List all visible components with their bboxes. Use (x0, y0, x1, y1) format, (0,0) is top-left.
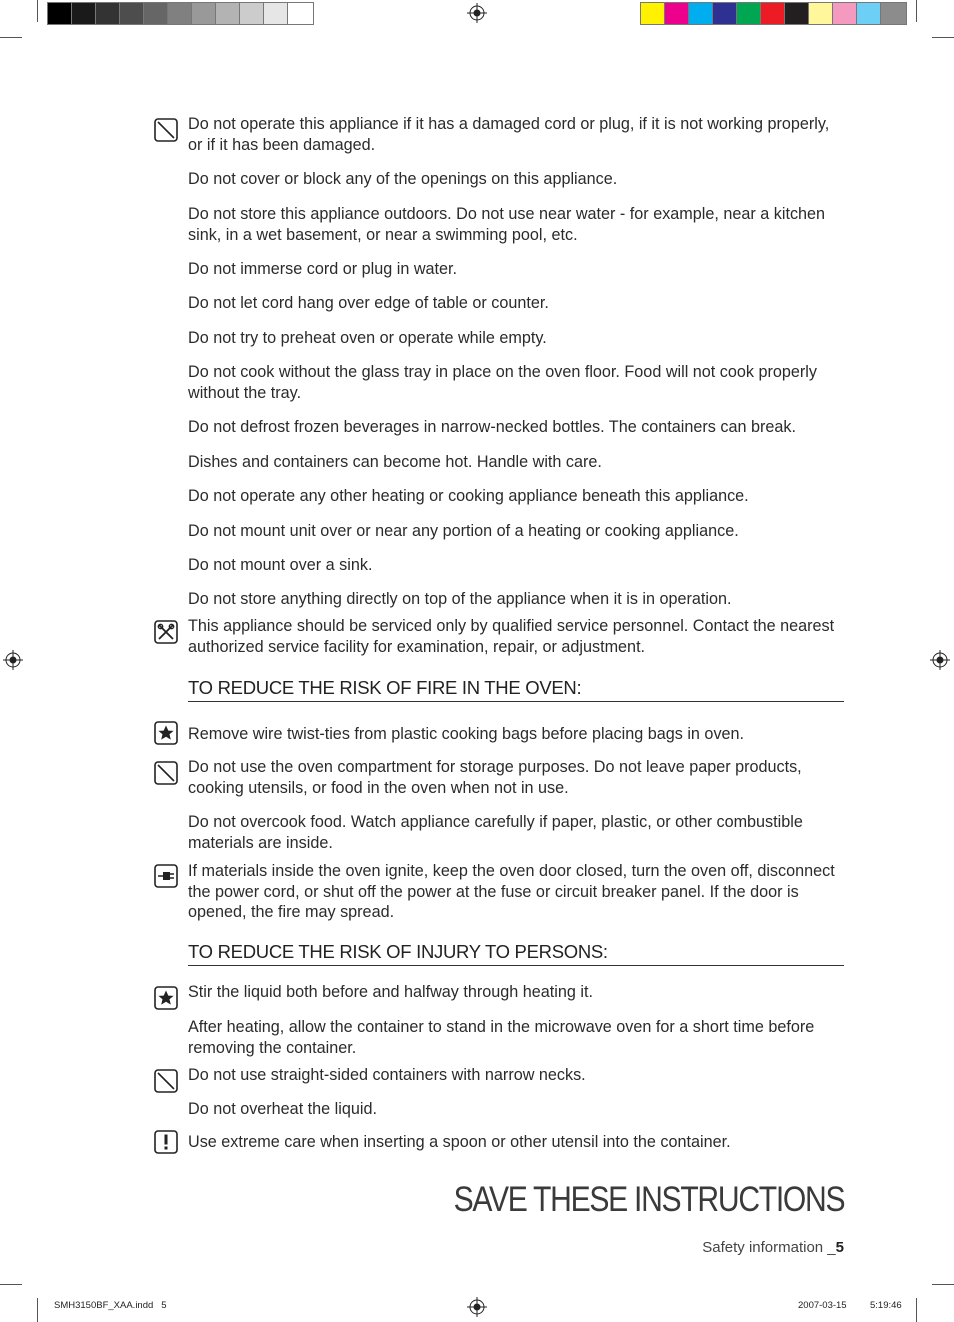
safety-item: Remove wire twist-ties from plastic cooking bags before placing bags in oven. (188, 725, 745, 743)
safety-item: Do not overcook food. Watch appliance carefully if paper, plastic, or other combustible materials are inside. (188, 813, 803, 852)
crop-mark (0, 37, 22, 38)
safety-item: After heating, allow the container to stand in the microwave oven for a short time before removing the container. (188, 1018, 815, 1057)
save-instructions-title: SAVE THESE INSTRUCTIONS (453, 1180, 844, 1219)
safety-item: Do not store this appliance outdoors. Do not use near water - for example, near a kitchen sink, in a wet basement, or near a swimming pool, etc. (188, 205, 826, 244)
prohibited-icon (154, 761, 178, 785)
safety-item: Do not store anything directly on top of the appliance when it is in operation. (188, 590, 732, 608)
color-swatch (689, 3, 713, 24)
crop-mark (932, 1284, 954, 1285)
safety-item: Do not immerse cord or plug in water. (188, 260, 458, 278)
safety-item: Do not use the oven compartment for storage purposes. Do not leave paper products, cooking utensils, or food in the oven when not in use. (188, 758, 802, 797)
safety-item: Stir the liquid both before and halfway through heating it. (188, 983, 593, 1001)
safety-item: Dishes and containers can become hot. Handle with care. (188, 453, 602, 471)
color-swatch (857, 3, 881, 24)
prohibited-icon (154, 1069, 178, 1093)
crop-mark (37, 1298, 38, 1322)
crop-mark (916, 1298, 917, 1322)
prohibited-icon (154, 118, 178, 142)
gray-swatch (72, 3, 96, 24)
footer-section-label: Safety information _ (702, 1239, 836, 1256)
slug-time: 5:19:46 (870, 1300, 902, 1311)
color-swatch (641, 3, 665, 24)
color-swatch (881, 3, 906, 24)
crop-mark (37, 0, 38, 22)
registration-mark-icon (467, 3, 487, 23)
safety-item: If materials inside the oven ignite, keep the oven door closed, turn the oven off, disconnect the power cord, or shut off the power at the fuse or circuit breaker panel. If the door is opened, the fire may spread. (188, 862, 835, 921)
color-swatch (737, 3, 761, 24)
unplug-icon (154, 864, 178, 888)
slug-filename: SMH3150BF_XAA.indd 5 (54, 1300, 167, 1311)
safety-item: Do not operate this appliance if it has a damaged cord or plug, if it is not working properly, or if it has been damaged. (188, 115, 830, 154)
gray-swatch (264, 3, 288, 24)
safety-item: Do not overheat the liquid. (188, 1100, 377, 1118)
color-swatch (761, 3, 785, 24)
safety-item: Do not operate any other heating or cooking appliance beneath this appliance. (188, 487, 749, 505)
safety-item: Use extreme care when inserting a spoon or other utensil into the container. (188, 1133, 731, 1151)
crop-mark (932, 37, 954, 38)
do-not-disassemble-icon (154, 620, 178, 644)
crop-mark (916, 0, 917, 22)
safety-item: Do not mount over a sink. (188, 556, 373, 574)
safety-item: Do not let cord hang over edge of table or counter. (188, 294, 549, 312)
color-swatch (785, 3, 809, 24)
safety-item: Do not use straight-sided containers with narrow necks. (188, 1066, 586, 1084)
crop-mark (0, 1284, 22, 1285)
registration-mark-icon (467, 1297, 487, 1317)
safety-item: Do not mount unit over or near any portion of a heating or cooking appliance. (188, 522, 739, 540)
section-heading-injury: TO REDUCE THE RISK OF INJURY TO PERSONS: (188, 941, 844, 966)
safety-item: Do not cook without the glass tray in place on the oven floor. Food will not cook properly without the tray. (188, 363, 817, 402)
registration-mark-icon (930, 650, 950, 670)
gray-swatch (216, 3, 240, 24)
gray-swatch (168, 3, 192, 24)
registration-mark-icon (3, 650, 23, 670)
star-icon (154, 721, 178, 745)
color-swatch (665, 3, 689, 24)
gray-swatch (288, 3, 313, 24)
safety-item: Do not cover or block any of the openings on this appliance. (188, 170, 618, 188)
page-footer (702, 1239, 844, 1256)
grayscale-bar (47, 2, 314, 25)
color-swatch (833, 3, 857, 24)
gray-swatch (192, 3, 216, 24)
color-swatch (809, 3, 833, 24)
color-swatch (713, 3, 737, 24)
gray-swatch (120, 3, 144, 24)
section-heading-fire: TO REDUCE THE RISK OF FIRE IN THE OVEN: (188, 677, 844, 702)
color-bar (640, 2, 907, 25)
gray-swatch (48, 3, 72, 24)
gray-swatch (144, 3, 168, 24)
star-icon (154, 986, 178, 1010)
slug-date: 2007-03-15 (798, 1300, 847, 1311)
caution-icon (154, 1130, 178, 1154)
page-number: 5 (835, 1239, 844, 1256)
gray-swatch (240, 3, 264, 24)
safety-item: This appliance should be serviced only by qualified service personnel. Contact the nearest authorized service facility for examination, repair, or adjustment. (188, 617, 835, 656)
safety-item: Do not try to preheat oven or operate while empty. (188, 329, 547, 347)
safety-item: Do not defrost frozen beverages in narrow-necked bottles. The containers can break. (188, 418, 796, 436)
gray-swatch (96, 3, 120, 24)
